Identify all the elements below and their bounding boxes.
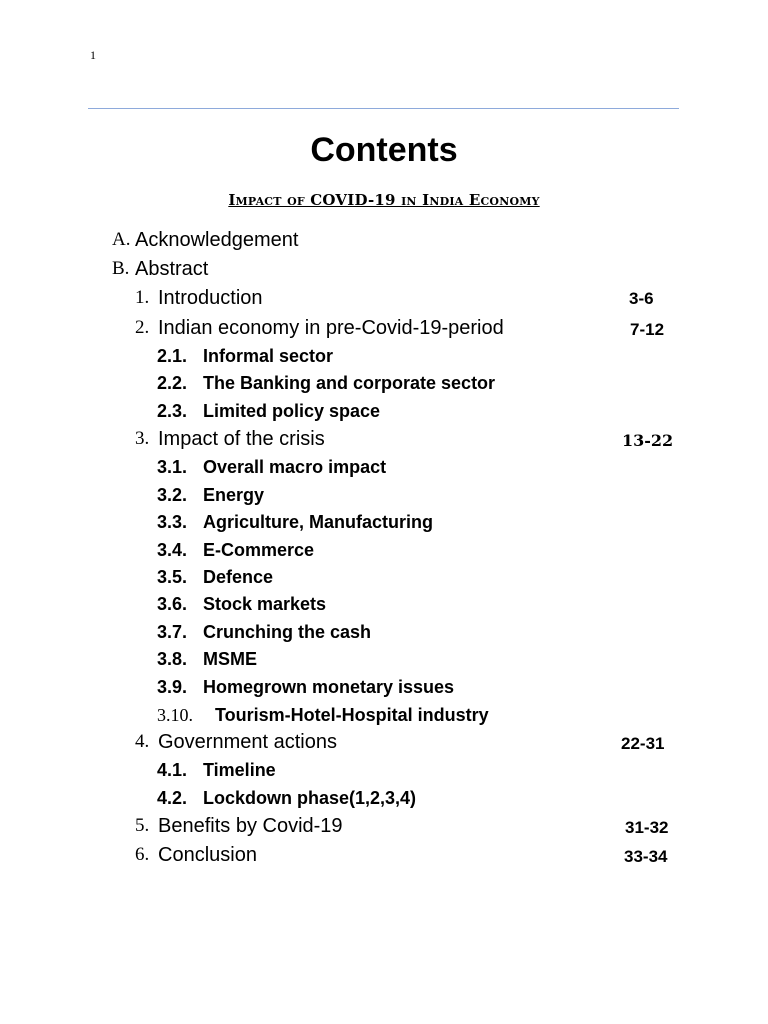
toc-marker: 3.9. (157, 677, 188, 697)
toc-label: Government actions (158, 731, 337, 753)
toc-marker: 3.1. (157, 457, 188, 477)
toc-pages-introduction: 3-6 (629, 289, 654, 308)
toc-marker: 5. (135, 815, 150, 836)
toc-marker: 1. (135, 287, 150, 308)
toc-label: Overall macro impact (203, 457, 387, 477)
toc-label: Tourism-Hotel-Hospital industry (215, 705, 489, 725)
toc-label: MSME (203, 649, 257, 669)
toc-marker: 3.4. (157, 540, 188, 560)
toc-label: Energy (203, 485, 265, 505)
toc-marker: 4.1. (157, 760, 188, 780)
toc-label: Introduction (158, 287, 263, 309)
toc-marker: 2. (135, 317, 150, 338)
toc-label: Impact of the crisis (158, 428, 325, 450)
toc-label: Crunching the cash (203, 622, 372, 642)
page-number: 1 (90, 48, 96, 62)
toc-label: Limited policy space (203, 401, 381, 421)
toc-marker: 2.2. (157, 373, 188, 393)
toc-pages-government-actions: 22-31 (621, 734, 665, 753)
toc-marker: 3.2. (157, 485, 188, 505)
toc-label: Benefits by Covid-19 (158, 815, 343, 837)
toc-label: E-Commerce (203, 540, 315, 560)
toc-label: Agriculture, Manufacturing (203, 512, 434, 532)
toc-label: Acknowledgement (135, 229, 299, 251)
page-title: Contents (310, 131, 458, 169)
toc-marker: 3.3. (157, 512, 188, 532)
toc-label: Defence (203, 567, 274, 587)
toc-pages-conclusion: 33-34 (624, 847, 668, 866)
document-subtitle: Impact of COVID-19 in India Economy (228, 191, 540, 209)
toc-label: Homegrown monetary issues (203, 677, 455, 697)
toc-label: Conclusion (158, 844, 257, 866)
toc-pages-indian-economy: 7-12 (630, 320, 665, 339)
toc-marker: 4. (135, 731, 150, 752)
toc-label: Stock markets (203, 594, 327, 614)
toc-marker: 3.7. (157, 622, 188, 642)
toc-label: Lockdown phase(1,2,3,4) (203, 788, 417, 808)
toc-marker: 2.1. (157, 346, 188, 366)
toc-pages-benefits-by-covid: 31-32 (625, 818, 669, 837)
toc-marker: A. (112, 229, 131, 250)
toc-label: Timeline (203, 760, 276, 780)
toc-label: Informal sector (203, 346, 334, 366)
toc-marker: 3.6. (157, 594, 188, 614)
toc-label: The Banking and corporate sector (203, 373, 496, 393)
toc-marker: 3.8. (157, 649, 188, 669)
toc-marker: 2.3. (157, 401, 188, 421)
toc-marker: 3. (135, 428, 150, 449)
toc-label: Abstract (135, 258, 209, 280)
toc-marker: 6. (135, 844, 150, 865)
toc-pages-impact-of-crisis: 13-22 (622, 431, 674, 450)
toc-marker: 3.10. (157, 705, 193, 725)
toc-marker: B. (112, 258, 130, 279)
toc-marker: 4.2. (157, 788, 188, 808)
toc-marker: 3.5. (157, 567, 188, 587)
toc-label: Indian economy in pre-Covid-19-period (158, 317, 504, 339)
